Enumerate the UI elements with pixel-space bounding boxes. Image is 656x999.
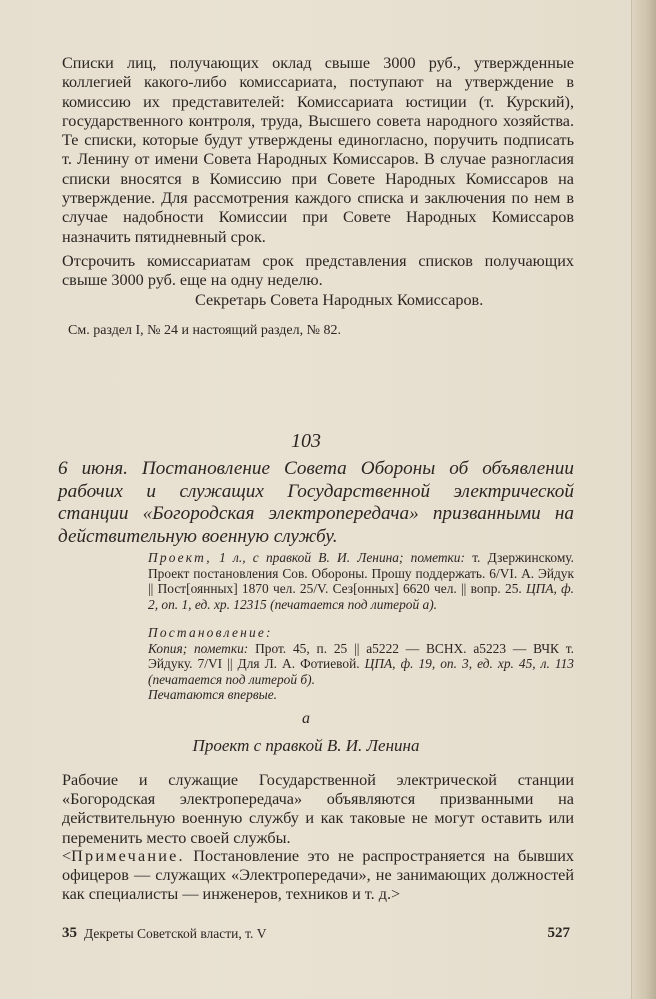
resolution-source: ЦПА, ф. 19, оп. 3, ед. хр. 45, л. 113 (печатается под литерой б). xyxy=(148,656,574,687)
section-title: Проект с правкой В. И. Ленина xyxy=(192,736,420,755)
draft-text-2: т. Дзержинскому. Проект постановления Сов. Обороны. Прошу поддержать. 6/VI. А. Эйдук || Пост[оянных] 1870 чел. 25/V. Сез[онных] 6620 чел. || вопр. 25. xyxy=(148,550,574,597)
archive-note-resolution xyxy=(148,625,574,703)
top-paragraph-1: Списки лиц, получающих оклад свыше 3000 руб., утвержденные коллегией какого-либо комиссариата, поступают на утверждение в комиссию их представителей: Комиссариата юстиции (т. Курский), государственного контроля, труда, Высшего совета народного хозяйства. Те списки, которые будут утверждены единогласно, поручить подписать т. Ленину от имени Совета Народных Комиссаров. В случае разногласия списки вносятся в Комиссию при Совете Народных Комиссаров на утверждение. Для рассмотрения каждого списка и заключения по нем в случае надобности Комиссии при Совете Народных Комиссаров назначить пятидневный срок. xyxy=(62,54,574,246)
resolution-label: Постановление: xyxy=(148,625,273,640)
first-printed: Печатаются впервые. xyxy=(148,687,277,703)
draft-label: Проект, xyxy=(148,550,212,565)
note-label: Примечание. xyxy=(71,847,185,865)
page-footer xyxy=(62,925,574,942)
sheet-number: 35 xyxy=(62,925,77,941)
document-number: 103 xyxy=(291,430,321,452)
note-close-bracket: > xyxy=(391,885,401,904)
cross-reference: См. раздел I, № 24 и настоящий раздел, № 82. xyxy=(68,323,341,338)
note-open-bracket: < xyxy=(62,847,72,865)
page-number: 527 xyxy=(547,925,570,941)
resolution-text-1: Копия; пометки: xyxy=(148,640,249,656)
section-letter: а xyxy=(302,710,310,727)
note-text: Постановление это не распространяется на бывших офицеров — служащих «Электропередачи», не занимающих должностей как специалисты — инженеров, техников и т. д. xyxy=(62,847,574,904)
resolution-text-2: Прот. 45, п. 25 || а5222 — ВСНХ. а5223 — ВЧК т. Эйдуку. 7/VI || Для Л. А. Фотиевой. xyxy=(148,640,574,672)
draft-text-1: 1 л., с правкой В. И. Ленина; пометки: xyxy=(219,550,465,565)
series-title: Декреты Советской власти, т. V xyxy=(84,926,267,941)
draft-source: ЦПА, ф. 2, оп. 1, ед. хр. 12315 (печатается под литерой а). xyxy=(148,581,574,612)
top-paragraph-2: Отсрочить комиссариатам срок представления списков получающих свыше 3000 руб. еще на одну неделю. xyxy=(62,252,574,290)
body-paragraph: Рабочие и служащие Государственной электрической станции «Богородская электропередача» объявляются призванными на действительную военную службу и как таковые не могут оставить или переменить место своей службы. xyxy=(62,771,574,847)
archive-note-draft xyxy=(148,550,574,612)
signature: Секретарь Совета Народных Комиссаров. xyxy=(195,291,484,309)
note-paragraph xyxy=(62,847,574,905)
page-edge xyxy=(631,0,656,999)
document-title: 6 июня. Постановление Совета Обороны об объявлении рабочих и служащих Государственной электрической станции «Богородская электропередача» призванными на действительную военную службу. xyxy=(58,458,574,547)
